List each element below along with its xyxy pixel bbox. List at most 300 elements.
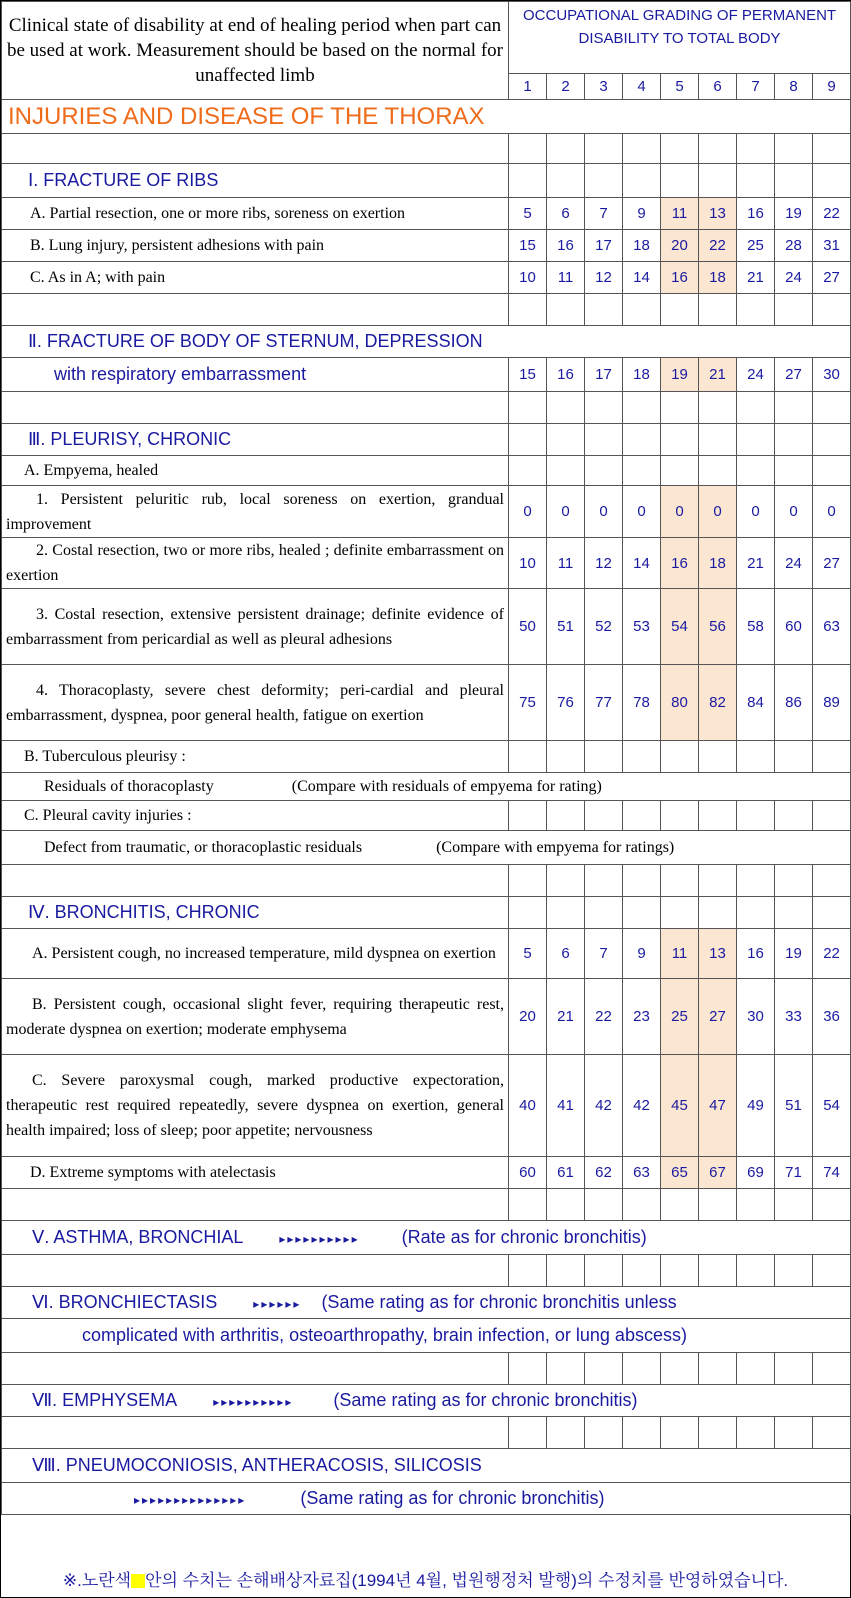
empty-grade-cell (775, 801, 813, 831)
page-title: INJURIES AND DISEASE OF THE THORAX (2, 100, 851, 134)
empty-grade-cell (775, 741, 813, 773)
empty-grade-cell (775, 164, 813, 198)
grade-value: 0 (585, 486, 623, 538)
empty-grade-cell (737, 164, 775, 198)
empty-grade-cell (661, 1255, 699, 1287)
section-note: (Same rating as for chronic bronchitis) (333, 1390, 638, 1410)
grade-value: 60 (509, 1157, 547, 1189)
empty-grade-cell (547, 1417, 585, 1449)
grade-value: 14 (623, 538, 661, 589)
section-heading: Ⅰ. FRACTURE OF RIBS (2, 164, 509, 198)
empty-grade-cell (661, 1189, 699, 1221)
grade-value: 28 (775, 230, 813, 262)
arrow-note-row (2, 1483, 851, 1515)
table-row (2, 1319, 851, 1353)
empty-grade-cell (661, 741, 699, 773)
empty-grade-cell (775, 897, 813, 929)
empty-grade-cell (813, 897, 851, 929)
empty-grade-cell (547, 164, 585, 198)
rating-note: (Compare with residuals of empyema for rating) (291, 778, 602, 795)
empty-grade-cell (585, 424, 623, 456)
empty-grade-cell (699, 741, 737, 773)
column-number: 6 (699, 74, 737, 100)
grade-value: 65 (661, 1157, 699, 1189)
section-note: (Rate as for chronic bronchitis) (401, 1227, 647, 1247)
section-heading: Ⅷ. PNEUMOCONIOSIS, ANTHERACOSIS, SILICOSIS (2, 1449, 851, 1483)
table-row (2, 230, 851, 262)
empty-grade-cell (509, 897, 547, 929)
grade-value: 40 (509, 1055, 547, 1157)
empty-grade-cell (623, 741, 661, 773)
grade-value: 18 (699, 262, 737, 294)
column-number: 9 (813, 74, 851, 100)
grade-value: 50 (509, 589, 547, 665)
empty-grade-cell (775, 1255, 813, 1287)
grade-value: 42 (585, 1055, 623, 1157)
row-label: B. Tuberculous pleurisy : (2, 741, 509, 773)
empty-grade-cell (623, 1417, 661, 1449)
grade-value: 30 (813, 358, 851, 392)
empty-grade-cell (623, 1255, 661, 1287)
grade-value: 36 (813, 979, 851, 1055)
grade-value: 16 (661, 538, 699, 589)
empty-grade-cell (775, 1189, 813, 1221)
empty-desc-cell (2, 392, 509, 424)
grade-value: 0 (509, 486, 547, 538)
empty-desc-cell (2, 134, 509, 164)
grade-value: 60 (775, 589, 813, 665)
empty-grade-cell (699, 134, 737, 164)
empty-grade-cell (547, 865, 585, 897)
empty-grade-cell (585, 897, 623, 929)
grade-value: 10 (509, 538, 547, 589)
empty-grade-cell (585, 1417, 623, 1449)
empty-grade-cell (623, 424, 661, 456)
grade-value: 6 (547, 929, 585, 979)
empty-grade-cell (661, 424, 699, 456)
grade-value: 63 (813, 589, 851, 665)
grade-value: 25 (737, 230, 775, 262)
empty-grade-cell (623, 801, 661, 831)
empty-grade-cell (661, 134, 699, 164)
section-heading: Ⅱ. FRACTURE OF BODY OF STERNUM, DEPRESSION (2, 326, 851, 358)
empty-grade-cell (623, 1353, 661, 1385)
empty-grade-cell (699, 294, 737, 326)
footnote (1, 1568, 850, 1593)
empty-grade-cell (699, 801, 737, 831)
section-heading: Ⅲ. PLEURISY, CHRONIC (2, 424, 509, 456)
empty-grade-cell (623, 865, 661, 897)
grade-value: 22 (585, 979, 623, 1055)
table-row (2, 456, 851, 486)
table-row (2, 486, 851, 538)
grade-value: 63 (623, 1157, 661, 1189)
rating-note: (Compare with empyema for ratings) (436, 839, 675, 856)
empty-grade-cell (509, 456, 547, 486)
empty-grade-cell (699, 897, 737, 929)
grade-value: 0 (775, 486, 813, 538)
empty-grade-cell (737, 865, 775, 897)
table-row (2, 392, 851, 424)
column-number: 5 (661, 74, 699, 100)
row-label: Residuals of thoracoplasty (44, 778, 214, 795)
empty-grade-cell (699, 456, 737, 486)
grade-value: 19 (775, 929, 813, 979)
grade-value: 82 (699, 665, 737, 741)
section-heading: Ⅴ. ASTHMA, BRONCHIAL (32, 1227, 244, 1247)
section-heading-row (2, 1221, 851, 1255)
empty-grade-cell (509, 164, 547, 198)
empty-grade-cell (699, 392, 737, 424)
table-row (2, 665, 851, 741)
empty-grade-cell (813, 1353, 851, 1385)
table-row (2, 773, 851, 801)
empty-grade-cell (547, 897, 585, 929)
empty-grade-cell (699, 424, 737, 456)
grade-value: 75 (509, 665, 547, 741)
empty-grade-cell (813, 134, 851, 164)
empty-grade-cell (585, 294, 623, 326)
table-row (2, 1055, 851, 1157)
grade-value: 11 (547, 538, 585, 589)
column-number: 7 (737, 74, 775, 100)
empty-grade-cell (509, 392, 547, 424)
column-number: 8 (775, 74, 813, 100)
table-row (2, 1255, 851, 1287)
grade-value: 22 (813, 929, 851, 979)
grade-value: 0 (623, 486, 661, 538)
empty-grade-cell (661, 294, 699, 326)
grade-value: 21 (737, 262, 775, 294)
header-row (2, 2, 851, 74)
grade-value: 9 (623, 929, 661, 979)
grade-value: 5 (509, 198, 547, 230)
grade-value: 16 (661, 262, 699, 294)
grade-value: 27 (699, 979, 737, 1055)
empty-grade-cell (737, 134, 775, 164)
row-label: A. Persistent cough, no increased temperature, mild dyspnea on exertion (2, 929, 509, 979)
arrow-leader: ▸▸▸▸▸▸▸▸▸▸ (279, 1232, 360, 1246)
grade-value: 0 (699, 486, 737, 538)
empty-grade-cell (509, 134, 547, 164)
empty-grade-cell (775, 1417, 813, 1449)
empty-desc-cell (2, 1417, 509, 1449)
table-row (2, 897, 851, 929)
grade-value: 42 (623, 1055, 661, 1157)
empty-grade-cell (509, 1255, 547, 1287)
grade-value: 49 (737, 1055, 775, 1157)
grade-value: 76 (547, 665, 585, 741)
table-row (2, 1353, 851, 1385)
empty-grade-cell (775, 392, 813, 424)
row-label: 4. Thoracoplasty, severe chest deformity; peri-cardial and pleural embarrassment, dyspnea, poor general health, fatigue on exertion (2, 665, 509, 741)
empty-grade-cell (775, 424, 813, 456)
table-row (2, 1287, 851, 1319)
empty-desc-cell (2, 294, 509, 326)
empty-desc-cell (2, 1255, 509, 1287)
empty-desc-cell (2, 865, 509, 897)
grade-value: 24 (775, 538, 813, 589)
grade-value: 16 (547, 230, 585, 262)
grade-value: 18 (699, 538, 737, 589)
empty-grade-cell (547, 741, 585, 773)
grade-value: 7 (585, 929, 623, 979)
row-label: B. Persistent cough, occasional slight fever, requiring therapeutic rest, moderate dyspnea on exertion; moderate emphysema (2, 979, 509, 1055)
empty-grade-cell (661, 456, 699, 486)
grade-value: 74 (813, 1157, 851, 1189)
empty-grade-cell (737, 1417, 775, 1449)
empty-grade-cell (813, 1417, 851, 1449)
empty-grade-cell (547, 456, 585, 486)
empty-grade-cell (623, 392, 661, 424)
grade-value: 45 (661, 1055, 699, 1157)
grade-value: 67 (699, 1157, 737, 1189)
section-note: (Same rating as for chronic bronchitis) (300, 1488, 605, 1508)
row-label: C. As in A; with pain (2, 262, 509, 294)
empty-grade-cell (509, 424, 547, 456)
empty-grade-cell (813, 865, 851, 897)
empty-grade-cell (661, 865, 699, 897)
empty-grade-cell (813, 801, 851, 831)
table-row (2, 1483, 851, 1515)
footnote-text-2: 안의 수치는 손해배상자료집(1994년 4월, 법원행정처 발행)의 수정치를 반영하였습니다. (145, 1571, 789, 1590)
row-label: A. Partial resection, one or more ribs, soreness on exertion (2, 198, 509, 230)
empty-grade-cell (585, 392, 623, 424)
table-row (2, 262, 851, 294)
grade-value: 51 (547, 589, 585, 665)
grade-value: 12 (585, 538, 623, 589)
empty-grade-cell (737, 897, 775, 929)
table-row (2, 1417, 851, 1449)
empty-grade-cell (585, 741, 623, 773)
empty-grade-cell (699, 1189, 737, 1221)
header-description: Clinical state of disability at end of healing period when part can be used at work. Measurement should be based on the normal for unaffected limb (2, 2, 509, 100)
row-label: Defect from traumatic, or thoracoplastic residuals (44, 839, 363, 856)
grade-value: 0 (813, 486, 851, 538)
empty-grade-cell (547, 1353, 585, 1385)
empty-grade-cell (737, 1353, 775, 1385)
grade-value: 19 (775, 198, 813, 230)
arrow-leader: ▸▸▸▸▸▸▸▸▸▸▸▸▸▸ (134, 1493, 247, 1507)
grade-value: 21 (699, 358, 737, 392)
grade-value: 11 (661, 198, 699, 230)
empty-grade-cell (699, 865, 737, 897)
column-number: 2 (547, 74, 585, 100)
grade-value: 31 (813, 230, 851, 262)
table-row (2, 741, 851, 773)
grade-value: 86 (775, 665, 813, 741)
empty-grade-cell (813, 456, 851, 486)
note-row (2, 831, 851, 865)
grade-value: 11 (661, 929, 699, 979)
empty-grade-cell (623, 294, 661, 326)
empty-grade-cell (661, 801, 699, 831)
empty-grade-cell (547, 1189, 585, 1221)
empty-grade-cell (737, 1189, 775, 1221)
empty-grade-cell (737, 1255, 775, 1287)
grade-value: 14 (623, 262, 661, 294)
grade-value: 23 (623, 979, 661, 1055)
table-row (2, 424, 851, 456)
grade-value: 20 (509, 979, 547, 1055)
empty-grade-cell (775, 1353, 813, 1385)
column-number: 1 (509, 74, 547, 100)
empty-grade-cell (775, 134, 813, 164)
table-row (2, 134, 851, 164)
grade-value: 0 (661, 486, 699, 538)
table-row (2, 929, 851, 979)
empty-grade-cell (661, 164, 699, 198)
table-row (2, 1449, 851, 1483)
empty-grade-cell (813, 741, 851, 773)
empty-grade-cell (699, 164, 737, 198)
row-label: 1. Persistent peluritic rub, local soreness on exertion, grandual improvement (2, 486, 509, 538)
disability-table (1, 1, 851, 1515)
empty-grade-cell (623, 164, 661, 198)
table-row (2, 1189, 851, 1221)
grade-value: 13 (699, 929, 737, 979)
row-label: B. Lung injury, persistent adhesions with pain (2, 230, 509, 262)
empty-grade-cell (775, 294, 813, 326)
grade-value: 24 (775, 262, 813, 294)
grade-value: 18 (623, 230, 661, 262)
grade-value: 7 (585, 198, 623, 230)
empty-grade-cell (547, 392, 585, 424)
empty-grade-cell (737, 392, 775, 424)
grade-value: 47 (699, 1055, 737, 1157)
grade-value: 22 (699, 230, 737, 262)
empty-grade-cell (547, 424, 585, 456)
section-heading: Ⅶ. EMPHYSEMA (32, 1390, 178, 1410)
grade-value: 21 (547, 979, 585, 1055)
section-heading: Ⅵ. BRONCHIECTASIS (32, 1292, 218, 1312)
empty-grade-cell (509, 741, 547, 773)
empty-grade-cell (623, 134, 661, 164)
grade-value: 18 (623, 358, 661, 392)
empty-grade-cell (813, 392, 851, 424)
row-label: C. Pleural cavity injuries : (2, 801, 509, 831)
grade-value: 11 (547, 262, 585, 294)
column-number: 3 (585, 74, 623, 100)
empty-grade-cell (813, 294, 851, 326)
grade-value: 27 (775, 358, 813, 392)
empty-grade-cell (585, 1255, 623, 1287)
grade-value: 61 (547, 1157, 585, 1189)
grade-value: 0 (737, 486, 775, 538)
empty-grade-cell (737, 424, 775, 456)
section-note: (Same rating as for chronic bronchitis unless (321, 1292, 677, 1312)
grade-value: 21 (737, 538, 775, 589)
arrow-leader: ▸▸▸▸▸▸▸▸▸▸ (213, 1395, 294, 1409)
empty-grade-cell (775, 865, 813, 897)
table-row (2, 164, 851, 198)
grade-value: 16 (547, 358, 585, 392)
empty-grade-cell (585, 865, 623, 897)
empty-grade-cell (547, 1255, 585, 1287)
grade-value: 30 (737, 979, 775, 1055)
grade-value: 6 (547, 198, 585, 230)
column-number: 4 (623, 74, 661, 100)
title-row (2, 100, 851, 134)
grading-title: OCCUPATIONAL GRADING OF PERMANENT DISABILITY TO TOTAL BODY (509, 2, 851, 74)
grade-value: 54 (813, 1055, 851, 1157)
grade-value: 24 (737, 358, 775, 392)
section-heading: Ⅳ. BRONCHITIS, CHRONIC (2, 897, 509, 929)
row-label: 3. Costal resection, extensive persistent drainage; definite evidence of embarrassment from pericardial as well as pleural adhesions (2, 589, 509, 665)
table-row (2, 538, 851, 589)
empty-desc-cell (2, 1189, 509, 1221)
grade-value: 12 (585, 262, 623, 294)
arrow-leader: ▸▸▸▸▸▸ (253, 1297, 302, 1311)
section-heading-row (2, 1385, 851, 1417)
grade-value: 80 (661, 665, 699, 741)
empty-grade-cell (585, 456, 623, 486)
grade-value: 71 (775, 1157, 813, 1189)
table-row (2, 1385, 851, 1417)
grade-value: 16 (737, 929, 775, 979)
empty-grade-cell (547, 134, 585, 164)
table-row (2, 198, 851, 230)
empty-grade-cell (661, 392, 699, 424)
empty-desc-cell (2, 1353, 509, 1385)
grade-value: 25 (661, 979, 699, 1055)
empty-grade-cell (509, 294, 547, 326)
table-row (2, 979, 851, 1055)
grade-value: 15 (509, 230, 547, 262)
empty-grade-cell (813, 164, 851, 198)
grade-value: 62 (585, 1157, 623, 1189)
table-row (2, 801, 851, 831)
empty-grade-cell (509, 1417, 547, 1449)
row-label: A. Empyema, healed (2, 456, 509, 486)
table-row (2, 1221, 851, 1255)
grade-value: 15 (509, 358, 547, 392)
grade-value: 20 (661, 230, 699, 262)
yellow-swatch-icon (131, 1574, 145, 1588)
empty-grade-cell (699, 1353, 737, 1385)
note-row (2, 773, 851, 801)
empty-grade-cell (585, 164, 623, 198)
row-label: D. Extreme symptoms with atelectasis (2, 1157, 509, 1189)
empty-grade-cell (813, 424, 851, 456)
table-row (2, 1157, 851, 1189)
grade-value: 22 (813, 198, 851, 230)
empty-grade-cell (509, 801, 547, 831)
empty-grade-cell (737, 456, 775, 486)
empty-grade-cell (623, 897, 661, 929)
grade-value: 27 (813, 262, 851, 294)
grade-value: 78 (623, 665, 661, 741)
row-label: C. Severe paroxysmal cough, marked productive expectoration, therapeutic rest required repeatedly, severe dyspnea on exertion, general health impaired; loss of sleep; poor appetite; nervousness (2, 1055, 509, 1157)
row-label: with respiratory embarrassment (2, 358, 509, 392)
empty-grade-cell (585, 1189, 623, 1221)
grade-value: 69 (737, 1157, 775, 1189)
section-heading-row (2, 1287, 851, 1319)
grade-value: 51 (775, 1055, 813, 1157)
grade-value: 89 (813, 665, 851, 741)
grade-value: 13 (699, 198, 737, 230)
table-row (2, 326, 851, 358)
grade-value: 5 (509, 929, 547, 979)
empty-grade-cell (737, 741, 775, 773)
empty-grade-cell (547, 294, 585, 326)
row-label: 2. Costal resection, two or more ribs, healed ; definite embarrassment on exertion (2, 538, 509, 589)
table-row (2, 358, 851, 392)
empty-grade-cell (775, 456, 813, 486)
table-row (2, 294, 851, 326)
grade-value: 17 (585, 230, 623, 262)
empty-grade-cell (661, 1417, 699, 1449)
